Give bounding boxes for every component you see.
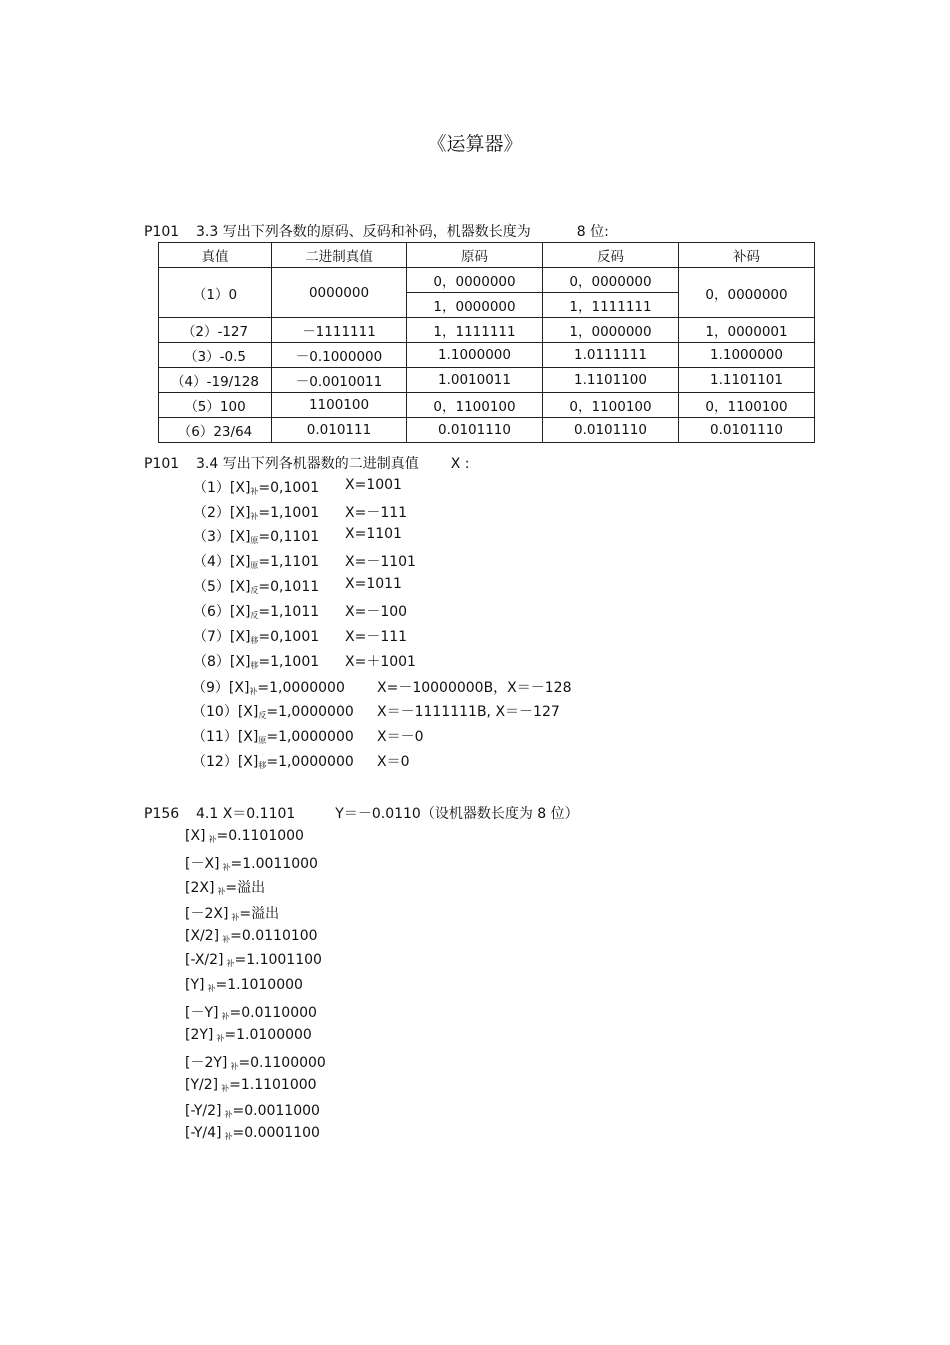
header-cell: 反码 <box>543 243 679 268</box>
expression: [－2Y] <box>185 1055 228 1071</box>
cell-ones-complement: 0.0101110 <box>543 418 679 443</box>
code-type-subscript: 补 <box>222 863 231 872</box>
list-item <box>192 701 612 721</box>
cell-ones-complement: 1.0111111 <box>543 343 679 368</box>
true-value: X=－1101 <box>345 554 416 570</box>
cell-sign-magnitude: 1，1111111 <box>407 318 543 343</box>
item-label: （4）[X] <box>193 554 251 570</box>
list-item <box>185 977 303 994</box>
item-label: （5）[X] <box>193 579 251 595</box>
machine-code: =0,1011 <box>258 579 320 595</box>
header-cell: 二进制真值 <box>272 243 407 268</box>
item-label: （2）[X] <box>193 505 251 521</box>
code-type-subscript: 反 <box>258 711 267 720</box>
table-row <box>159 268 815 293</box>
y-value: Y＝－0.0110（设机器数长度为 8 位） <box>335 806 579 822</box>
cell-binary: 0.010111 <box>272 418 407 443</box>
machine-code: =1,0000000 <box>266 704 354 720</box>
machine-code: =0,1001 <box>258 629 320 645</box>
result: =溢出 <box>239 906 280 922</box>
item-label: （8）[X] <box>193 654 251 670</box>
item-label: （11）[X] <box>192 729 259 745</box>
list-item <box>185 1052 326 1072</box>
table-row <box>159 368 815 393</box>
item-label: （12）[X] <box>192 754 259 770</box>
machine-code: =1,1011 <box>258 604 320 620</box>
code-type-subscript: 原 <box>250 561 259 570</box>
code-type-subscript: 补 <box>222 935 231 944</box>
expression: [-X/2] <box>185 952 224 968</box>
cell-ones-complement: 0，1100100 <box>543 393 679 418</box>
cell-binary: －1111111 <box>272 318 407 343</box>
result: =1.0011000 <box>230 856 318 872</box>
true-value: X=－111 <box>345 629 408 645</box>
code-type-subscript: 补 <box>249 687 258 696</box>
expression: [Y] <box>185 977 205 993</box>
true-value: X=1001 <box>345 477 402 493</box>
list-item <box>193 576 613 596</box>
list-item <box>185 877 265 897</box>
cell-value: （5）100 <box>159 393 272 418</box>
expression: [－Y] <box>185 1005 219 1021</box>
item-label: （10）[X] <box>192 704 259 720</box>
list-item <box>185 1027 312 1044</box>
list-item <box>193 477 613 497</box>
table-row <box>159 318 815 343</box>
x-value: 4.1 X＝0.1101 <box>196 806 296 822</box>
code-type-subscript: 原 <box>258 736 267 745</box>
code-type-subscript: 反 <box>250 586 259 595</box>
code-type-subscript: 补 <box>221 1084 230 1093</box>
item-label: （9）[X] <box>192 680 250 696</box>
result: =0.0011000 <box>232 1103 320 1119</box>
result: =1.1001100 <box>234 952 322 968</box>
cell-twos-complement: 1，0000001 <box>679 318 815 343</box>
result: =0.0110000 <box>229 1005 317 1021</box>
section-4-1-heading <box>144 803 579 823</box>
code-type-subscript: 补 <box>217 887 226 896</box>
machine-code: =1,0000000 <box>257 680 345 696</box>
true-value: X=－111 <box>345 505 408 521</box>
table-row <box>159 343 815 368</box>
cell-value: （3）-0.5 <box>159 343 272 368</box>
cell-ones-complement: 1，1111111 <box>543 293 679 318</box>
cell-value: （4）-19/128 <box>159 368 272 393</box>
list-item <box>193 626 613 646</box>
list-item <box>185 1125 320 1142</box>
cell-twos-complement: 0，0000000 <box>679 268 815 318</box>
question-text: 3.3 写出下列各数的原码、反码和补码，机器数长度为 <box>196 224 531 240</box>
cell-binary: －0.0010011 <box>272 368 407 393</box>
true-value: X=－10000000B，X＝－128 <box>377 680 572 696</box>
list-item <box>193 651 613 671</box>
cell-twos-complement: 1.1000000 <box>679 343 815 368</box>
true-value: X＝－0 <box>377 729 424 745</box>
expression: [-Y/4] <box>185 1125 222 1141</box>
machine-code: =0,1101 <box>258 529 320 545</box>
section-3-4-heading <box>144 453 469 473</box>
section-3-3-heading <box>144 221 609 241</box>
code-type-subscript: 补 <box>224 1110 233 1119</box>
cell-twos-complement: 1.1101101 <box>679 368 815 393</box>
code-type-subscript: 补 <box>226 959 235 968</box>
cell-binary: 0000000 <box>272 268 407 318</box>
result: =溢出 <box>225 880 266 896</box>
code-type-subscript: 补 <box>250 512 259 521</box>
item-label: （7）[X] <box>193 629 251 645</box>
code-type-subscript: 补 <box>250 487 259 496</box>
list-item <box>185 1103 320 1120</box>
cell-value: （2）-127 <box>159 318 272 343</box>
header-cell: 真值 <box>159 243 272 268</box>
machine-code: =1,1001 <box>258 654 320 670</box>
cell-ones-complement: 0，0000000 <box>543 268 679 293</box>
cell-sign-magnitude: 1.0010011 <box>407 368 543 393</box>
page-ref: P156 <box>144 806 180 822</box>
item-label: （1）[X] <box>193 480 251 496</box>
list-item <box>185 1002 317 1022</box>
true-value: X＝－1111111B, X＝－127 <box>377 704 560 720</box>
machine-code: =0,1001 <box>258 480 320 496</box>
list-item <box>193 502 613 522</box>
code-type-subscript: 补 <box>231 913 240 922</box>
code-type-subscript: 原 <box>250 536 259 545</box>
result: =1.0100000 <box>224 1027 312 1043</box>
table-row <box>159 393 815 418</box>
cell-ones-complement: 1，0000000 <box>543 318 679 343</box>
list-item <box>193 551 613 571</box>
expression: [X/2] <box>185 928 220 944</box>
cell-value: （6）23/64 <box>159 418 272 443</box>
list-item <box>185 828 304 845</box>
page-ref: P101 <box>144 224 180 240</box>
result: =1.1010000 <box>215 977 303 993</box>
table-header-row <box>159 243 815 268</box>
cell-sign-magnitude: 0，0000000 <box>407 268 543 293</box>
item-label: （6）[X] <box>193 604 251 620</box>
expression: [-Y/2] <box>185 1103 222 1119</box>
question-text: 3.4 写出下列各机器数的二进制真值 <box>196 456 419 472</box>
cell-ones-complement: 1.1101100 <box>543 368 679 393</box>
result: =0.1101000 <box>216 828 304 844</box>
code-type-subscript: 补 <box>216 1034 225 1043</box>
machine-code: =1,0000000 <box>266 729 354 745</box>
expression: [2X] <box>185 880 215 896</box>
list-item <box>185 952 322 969</box>
list-item <box>185 1077 317 1094</box>
result: =0.0001100 <box>232 1125 320 1141</box>
list-item <box>192 677 612 697</box>
cell-sign-magnitude: 0.0101110 <box>407 418 543 443</box>
code-type-subscript: 补 <box>207 984 216 993</box>
list-item <box>192 726 612 746</box>
cell-binary: －0.1000000 <box>272 343 407 368</box>
cell-binary: 1100100 <box>272 393 407 418</box>
code-type-subscript: 移 <box>250 636 259 645</box>
result: =1.1101000 <box>229 1077 317 1093</box>
code-type-subscript: 反 <box>250 611 259 620</box>
header-cell: 补码 <box>679 243 815 268</box>
expression: [－X] <box>185 856 220 872</box>
list-item <box>193 601 613 621</box>
cell-sign-magnitude: 1，0000000 <box>407 293 543 318</box>
code-type-subscript: 移 <box>258 761 267 770</box>
machine-code: =1,1101 <box>258 554 320 570</box>
machine-code: =1,0000000 <box>266 754 354 770</box>
cell-twos-complement: 0，1100100 <box>679 393 815 418</box>
table-row <box>159 418 815 443</box>
code-type-subscript: 补 <box>221 1012 230 1021</box>
cell-value: （1）0 <box>159 268 272 318</box>
cell-twos-complement: 0.0101110 <box>679 418 815 443</box>
code-type-subscript: 补 <box>208 835 217 844</box>
header-cell: 原码 <box>407 243 543 268</box>
true-value: X=1011 <box>345 576 402 592</box>
list-item <box>193 526 613 546</box>
code-type-subscript: 补 <box>230 1062 239 1071</box>
true-value: X=＋1001 <box>345 654 416 670</box>
bit-length: 8 位: <box>576 224 609 240</box>
expression: [2Y] <box>185 1027 214 1043</box>
page-title: 《运算器》 <box>427 133 523 155</box>
cell-sign-magnitude: 1.1000000 <box>407 343 543 368</box>
true-value: X=－100 <box>345 604 408 620</box>
list-item <box>185 903 279 923</box>
list-item <box>185 853 318 873</box>
result: =0.1100000 <box>238 1055 326 1071</box>
page-ref: P101 <box>144 456 180 472</box>
list-item <box>185 928 318 945</box>
code-type-subscript: 补 <box>224 1132 233 1141</box>
code-type-subscript: 移 <box>250 661 259 670</box>
machine-code: =1,1001 <box>258 505 320 521</box>
result: =0.0110100 <box>230 928 318 944</box>
list-item <box>192 751 612 771</box>
cell-sign-magnitude: 0，1100100 <box>407 393 543 418</box>
true-value: X＝0 <box>377 754 410 770</box>
expression: [－2X] <box>185 906 229 922</box>
variable-label: X : <box>450 456 470 472</box>
true-value: X=1101 <box>345 526 402 542</box>
expression: [X] <box>185 828 206 844</box>
item-label: （3）[X] <box>193 529 251 545</box>
code-table <box>158 242 815 443</box>
expression: [Y/2] <box>185 1077 219 1093</box>
